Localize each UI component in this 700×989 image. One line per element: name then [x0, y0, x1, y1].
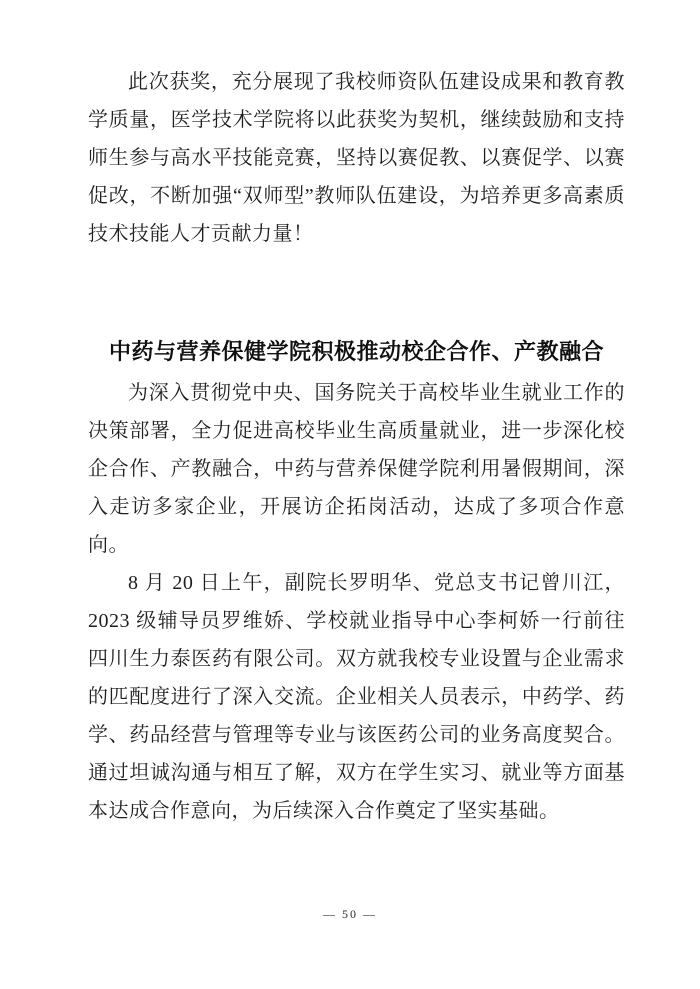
- article-title: 中药与营养保健学院积极推动校企合作、产教融合: [108, 339, 604, 364]
- closing-paragraph: 此次获奖，充分展现了我校师资队伍建设成果和教育教学质量，医学技术学院将以此获奖为契机，继续鼓励和支持师生参与高水平技能竞赛，坚持以赛促教、以赛促学、以赛促改，不断加强“双师型”教师队伍建设，为培养更多高素质技术技能人才贡献力量！: [88, 71, 625, 245]
- page-content: [88, 63, 625, 830]
- article-paragraph-2: 8 月 20 日上午，副院长罗明华、党总支书记曾川江，2023 级辅导员罗维娇、学校就业指导中心李柯娇一行前往四川生力泰医药有限公司。双方就我校专业设置与企业需求的匹配度进行了深入交流。企业相关人员表示，中药学、药学、药品经营与管理等专业与该医药公司的业务高度契合。通过坦诚沟通与相互了解，双方在学生实习、就业等方面基本达成合作意向，为后续深入合作奠定了坚实基础。: [88, 572, 625, 822]
- page-footer: [0, 905, 700, 923]
- page-number: — 50 —: [323, 907, 377, 921]
- article-paragraph-1: 为深入贯彻党中央、国务院关于高校毕业生就业工作的决策部署，全力促进高校毕业生高质量就业，进一步深化校企合作、产教融合，中药与营养保健学院利用暑假期间，深入走访多家企业，开展访企拓岗活动，达成了多项合作意向。: [88, 382, 625, 556]
